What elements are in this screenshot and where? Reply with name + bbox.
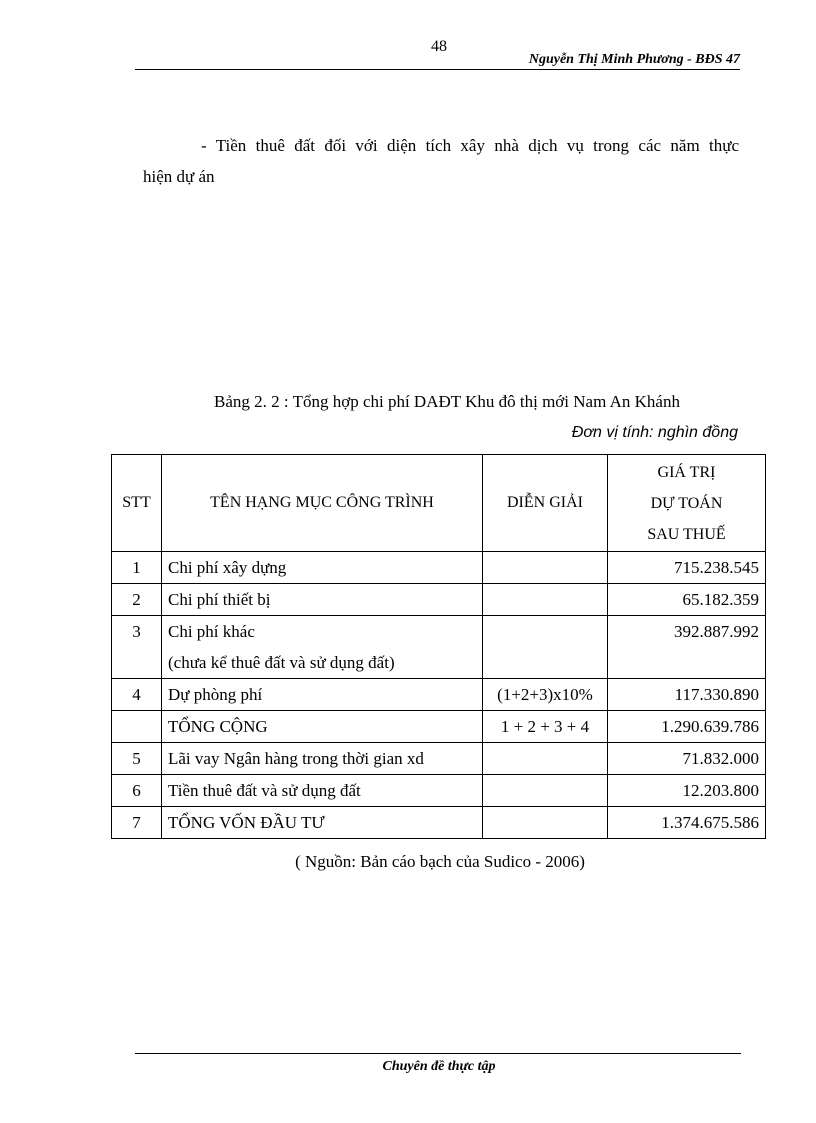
header-value-line1: GIÁ TRỊ [657,463,716,481]
cost-summary-table [111,454,766,839]
row-value: 715.238.545 [608,552,766,584]
header-divider [135,69,740,70]
row-value: 71.832.000 [608,743,766,775]
row-name: Lãi vay Ngân hàng trong thời gian xd [162,743,483,775]
row-name: Dự phòng phí [162,679,483,711]
page-number: 48 [431,38,447,55]
row-desc [483,584,608,616]
table-row [112,584,766,616]
table-header-row [112,455,766,552]
table-row-subtotal [112,711,766,743]
header-name: TÊN HẠNG MỤC CÔNG TRÌNH [162,455,483,552]
row-value: 1.290.639.786 [608,711,766,743]
header-value-line2: DỰ TOÁN [650,494,723,512]
table-row [112,552,766,584]
row-stt: 4 [112,679,162,711]
table-row-total [112,807,766,839]
row-value: 117.330.890 [608,679,766,711]
row-name-line1: Chi phí khác [168,622,255,641]
header-stt: STT [112,455,162,552]
row-name: Chi phí xây dựng [162,552,483,584]
header-desc: DIỄN GIẢI [483,455,608,552]
row-desc [483,807,608,839]
row-name-line2: (chưa kể thuê đất và sử dụng đất) [168,653,395,672]
row-name: Tiền thuê đất và sử dụng đất [162,775,483,807]
intro-line-2: hiện dự án [143,167,215,186]
footer-divider [135,1053,741,1054]
row-stt: 6 [112,775,162,807]
row-value: 65.182.359 [608,584,766,616]
row-stt: 7 [112,807,162,839]
header-value-line3: SAU THUẾ [647,525,726,543]
table-source-note: ( Nguồn: Bản cáo bạch của Sudico - 2006) [295,852,585,871]
intro-paragraph [143,130,739,192]
table-row [112,616,766,679]
row-name: TỔNG VỐN ĐẦU TƯ [162,807,483,839]
row-value: 12.203.800 [608,775,766,807]
row-desc [483,775,608,807]
row-name [162,616,483,679]
row-desc [483,552,608,584]
row-stt [112,711,162,743]
author-header: Nguyễn Thị Minh Phương - BĐS 47 [528,52,740,67]
row-name: Chi phí thiết bị [162,584,483,616]
header-value [608,455,766,552]
unit-note: Đơn vị tính: nghìn đồng [571,424,738,441]
row-desc [483,616,608,679]
row-stt: 1 [112,552,162,584]
row-stt: 2 [112,584,162,616]
table-caption: Bảng 2. 2 : Tổng hợp chi phí DAĐT Khu đô thị mới Nam An Khánh [214,392,680,411]
row-desc [483,743,608,775]
intro-line-1: - Tiền thuê đất đối với diện tích xây nhà dịch vụ trong các năm thực [201,136,739,155]
row-stt: 5 [112,743,162,775]
row-value: 392.887.992 [608,616,766,679]
table-row [112,679,766,711]
row-stt: 3 [112,616,162,679]
table-row [112,743,766,775]
row-desc: (1+2+3)x10% [483,679,608,711]
footer-text: Chuyên đề thực tập [382,1059,496,1074]
row-name: TỔNG CỘNG [162,711,483,743]
table-row [112,775,766,807]
row-desc: 1 + 2 + 3 + 4 [483,711,608,743]
row-value: 1.374.675.586 [608,807,766,839]
